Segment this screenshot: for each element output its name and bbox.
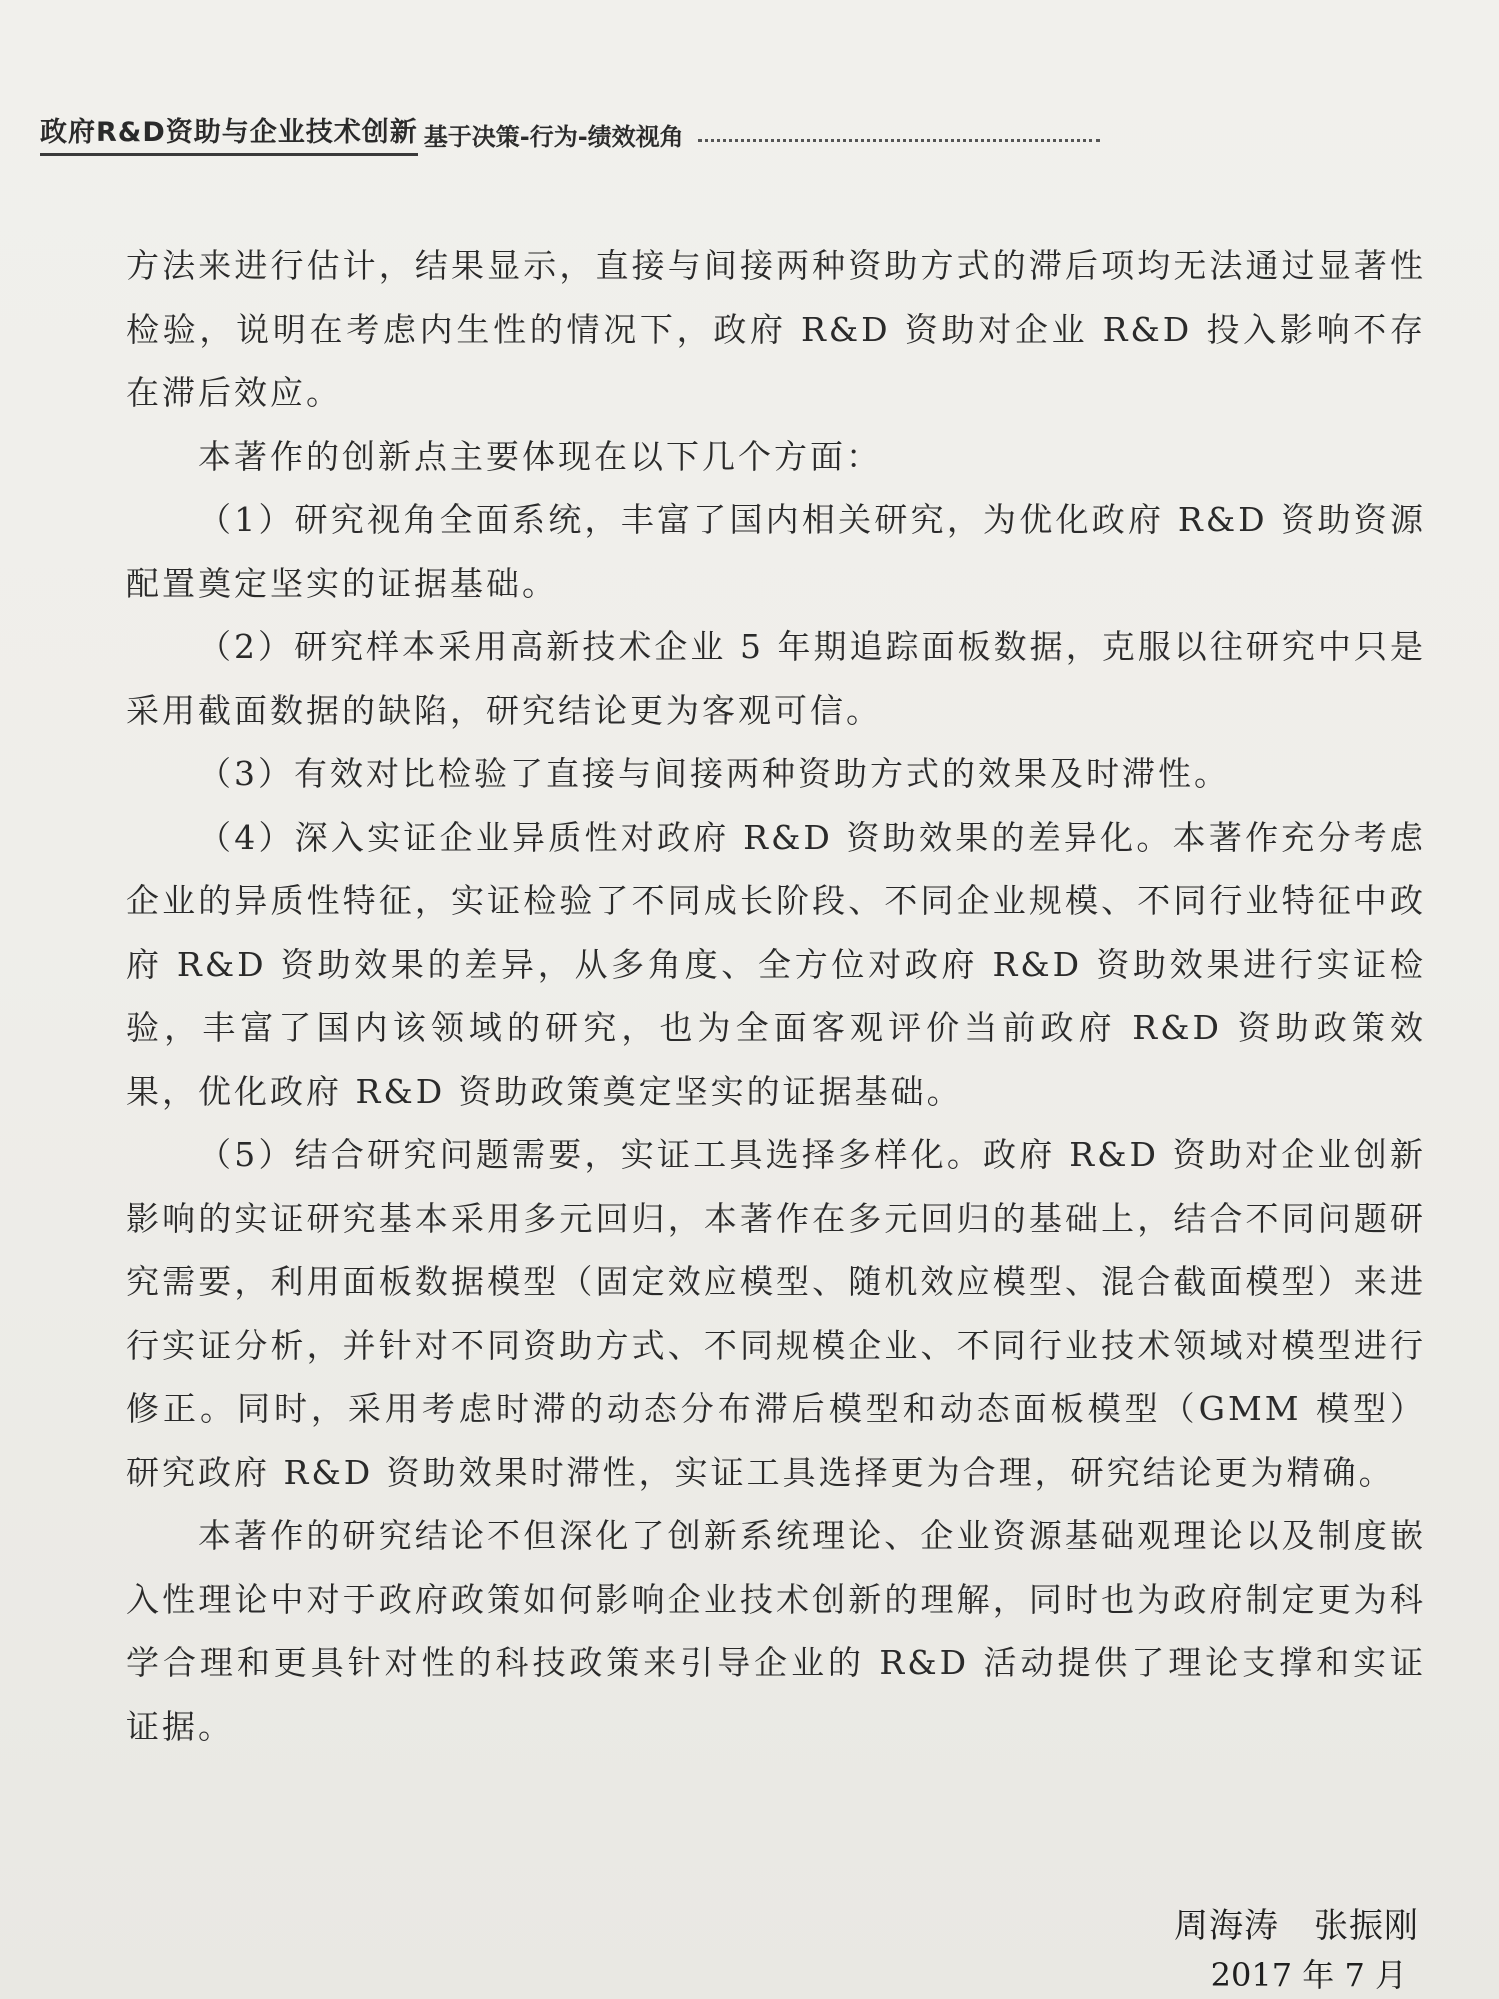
body-text [126, 234, 1426, 1758]
paragraph-continued: 方法来进行估计，结果显示，直接与间接两种资助方式的滞后项均无法通过显著性检验，说明在考虑内生性的情况下，政府 R&D 资助对企业 R&D 投入影响不存在滞后效应。 [126, 246, 1426, 412]
paragraph-point-5: （5）结合研究问题需要，实证工具选择多样化。政府 R&D 资助对企业创新影响的实证研究基本采用多元回归，本著作在多元回归的基础上，结合不同问题研究需要，利用面板数据模型（固定效应模型、随机效应模型、混合截面模型）来进行实证分析，并针对不同资助方式、不同规模企业、不同行业技术领域对模型进行修正。同时，采用考虑时滞的动态分布滞后模型和动态面板模型（GMM 模型）研究政府 R&D 资助效果时滞性，实证工具选择更为合理，研究结论更为精确。 [126, 1135, 1426, 1492]
paragraph-innovations-intro: 本著作的创新点主要体现在以下几个方面： [198, 436, 882, 476]
paragraph-point-3: （3）有效对比检验了直接与间接两种资助方式的效果及时滞性。 [198, 754, 1230, 793]
paragraph-point-4: （4）深入实证企业异质性对政府 R&D 资助效果的差异化。本著作充分考虑企业的异质性特征，实证检验了不同成长阶段、不同企业规模、不同行业特征中政府 R&D 资助效果的差异，从多角度、全方位对政府 R&D 资助效果进行实证检验，丰富了国内该领域的研究，也为全面客观评价当前政府 R&D 资助政策效果，优化政府 R&D 资助政策奠定坚实的证据基础。 [126, 817, 1426, 1111]
paragraph-point-2: （2）研究样本采用高新技术企业 5 年期追踪面板数据，克服以往研究中只是采用截面数据的缺陷，研究结论更为客观可信。 [126, 627, 1426, 730]
book-title: 政府R&D资助与企业技术创新 [40, 110, 418, 156]
running-header [40, 106, 1100, 156]
author-signature: 周海涛 张振刚 [1174, 1906, 1419, 1946]
paragraph-conclusion: 本著作的研究结论不但深化了创新系统理论、企业资源基础观理论以及制度嵌入性理论中对于政府政策如何影响企业技术创新的理解，同时也为政府制定更为科学合理和更具针对性的科技政策来引导企业的 R&D 活动提供了理论支撑和实证证据。 [126, 1516, 1426, 1746]
header-dot-leader [698, 139, 1100, 142]
signature-date: 2017 年 7 月 [1210, 1956, 1407, 1994]
paragraph-point-1: （1）研究视角全面系统，丰富了国内相关研究，为优化政府 R&D 资助资源配置奠定坚实的证据基础。 [126, 500, 1426, 603]
book-subtitle: 基于决策-行为-绩效视角 [423, 123, 684, 151]
